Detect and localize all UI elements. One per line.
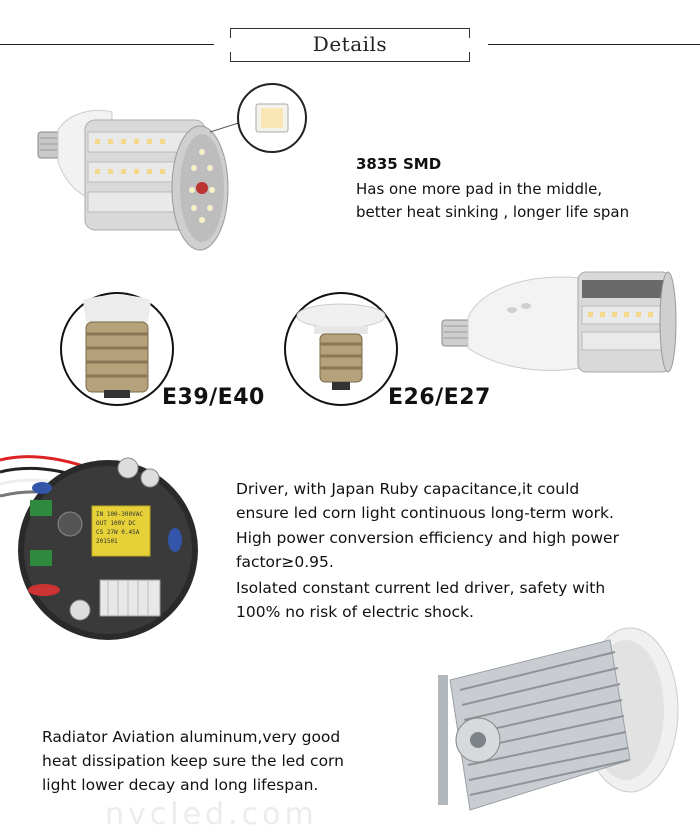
driver-line-6: 100% no risk of electric shock. <box>236 603 474 621</box>
header-line-left <box>0 44 214 45</box>
smd-line-1: Has one more pad in the middle, <box>356 180 603 198</box>
driver-line-3: High power conversion efficiency and high power <box>236 529 619 547</box>
radiator-heatsink-image <box>430 620 680 830</box>
corn-lamp-front-image <box>30 80 330 260</box>
smd-title: 3835 SMD <box>356 155 442 173</box>
watermark: nvcled.com <box>105 797 318 832</box>
header-line-right <box>488 44 700 45</box>
smd-line-2: better heat sinking , longer life span <box>356 203 630 221</box>
title-frame <box>230 28 470 62</box>
corn-lamp-side-image <box>440 258 680 388</box>
driver-line-2: ensure led corn light continuous long-term work. <box>236 504 614 522</box>
e39-base-image <box>58 290 176 408</box>
transformer-label-2: OUT 100V DC <box>96 520 136 527</box>
radiator-line-1: Radiator Aviation aluminum,very good <box>42 728 341 746</box>
driver-line-4: factor≥0.95. <box>236 553 334 571</box>
transformer-label-4: 201501 <box>96 538 118 545</box>
radiator-line-3: light lower decay and long lifespan. <box>42 776 319 794</box>
driver-pcb-image <box>0 440 205 640</box>
transformer-label-1: IN 100-300VAC <box>96 511 143 518</box>
page-title: Details <box>312 32 388 56</box>
radiator-line-2: heat dissipation keep sure the led corn <box>42 752 344 770</box>
transformer-label-3: CS 27W 0.45A <box>96 529 140 536</box>
e39-label: E39/E40 <box>162 385 265 410</box>
e26-base-image <box>282 290 400 408</box>
driver-line-5: Isolated constant current led driver, safety with <box>236 579 606 597</box>
e26-label: E26/E27 <box>388 385 491 410</box>
driver-line-1: Driver, with Japan Ruby capacitance,it could <box>236 480 580 498</box>
